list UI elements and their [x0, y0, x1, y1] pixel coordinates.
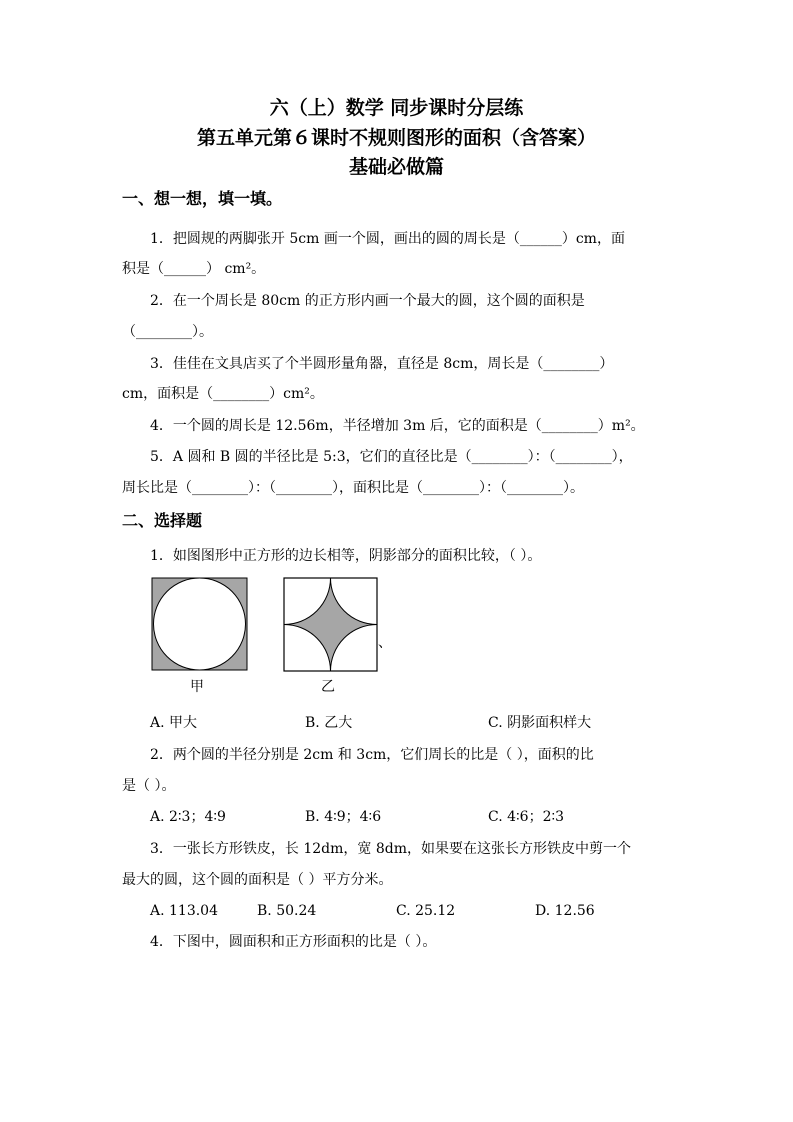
- option-c: C. 4∶6；2∶3: [488, 809, 565, 825]
- inscribed-circle: [154, 578, 246, 670]
- question-text: 4．下图中，圆面积和正方形面积的比是（ ）。: [150, 934, 437, 950]
- option-c: C. 阴影面积样大: [488, 715, 592, 731]
- option-b: B. 4∶9；4∶6: [305, 809, 382, 825]
- question-text: 4．一个圆的周长是 12.56m，半径增加 3m 后，它的面积是（________）m²。: [150, 418, 645, 434]
- question-text: 最大的圆，这个圆的面积是（ ）平方分米。: [122, 872, 393, 888]
- option-b: B. 50.24: [257, 903, 317, 919]
- question-text: 3．佳佳在文具店买了个半圆形量角器，直径是 8cm，周长是（________）: [150, 356, 614, 372]
- question-text: （________）。: [122, 324, 213, 340]
- figure-yi: [283, 577, 379, 673]
- figure-label: 乙: [321, 679, 335, 695]
- option-d: D. 12.56: [535, 903, 595, 919]
- question-text: 2．两个圆的半径分别是 2cm 和 3cm，它们周长的比是（ ），面积的比: [150, 747, 594, 763]
- document-title: 六（上）数学 同步课时分层练: [269, 97, 524, 119]
- question-text: 5．A 圆和 B 圆的半径比是 5:3，它们的直径比是（________）：（________），: [150, 449, 633, 465]
- section-heading: 二、选择题: [122, 511, 203, 530]
- question-text: 1．把圆规的两脚张开 5cm 画一个圆，画出的圆的周长是（______）cm，面: [150, 231, 625, 247]
- section-heading: 一、想一想，填一填。: [122, 189, 283, 208]
- question-text: 积是（______） cm²。: [122, 261, 266, 277]
- option-c: C. 25.12: [396, 903, 456, 919]
- question-text: 2．在一个周长是 80cm 的正方形内画一个最大的圆，这个圆的面积是: [150, 293, 585, 309]
- figure-jia: [151, 577, 248, 671]
- question-text: 周长比是（________）：（________），面积比是（________）：（________）。: [122, 480, 584, 496]
- document-level: 基础必做篇: [348, 156, 444, 178]
- question-text: cm，面积是（________）cm²。: [122, 386, 324, 402]
- question-text: 3．一张长方形铁皮，长 12dm，宽 8dm，如果要在这张长方形铁皮中剪一个: [150, 841, 632, 857]
- question-text: 是（ ）。: [122, 778, 176, 794]
- document-subtitle: 第五单元第６课时不规则图形的面积（含答案）: [196, 127, 596, 149]
- option-b: B. 乙大: [305, 715, 353, 731]
- option-a: A. 2∶3；4∶9: [150, 809, 226, 825]
- figure-label: 甲: [190, 679, 204, 695]
- question-text: 1．如图图形中正方形的边长相等，阴影部分的面积比较，（ ）。: [150, 548, 542, 564]
- option-a: A. 甲大: [150, 715, 198, 731]
- figure-mark: 、: [378, 635, 392, 651]
- option-a: A. 113.04: [150, 903, 218, 919]
